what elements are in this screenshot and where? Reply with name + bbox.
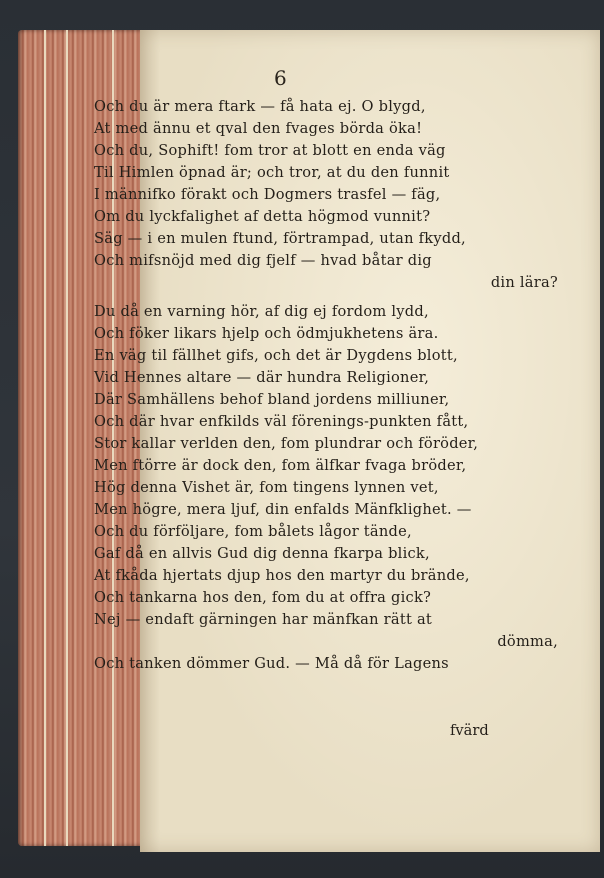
poem-line: Til Himlen öpnad är; och tror, at du den funnit	[94, 164, 450, 181]
poem-line: At med ännu et qval den fvages börda öka!	[94, 120, 423, 137]
page-number: 6	[274, 66, 287, 90]
poem-line: Och där hvar enfkilds väl förenings-punkten fått,	[94, 413, 469, 430]
poem-line: Men högre, mera ljuf, din enfalds Mänfklighet. —	[94, 501, 472, 518]
poem-line: Säg — i en mulen ftund, förtrampad, utan fkydd,	[94, 230, 466, 247]
poem-text	[94, 96, 594, 675]
poem-line: din lära?	[490, 274, 558, 291]
poem-line: At fkåda hjertats djup hos den martyr du brände,	[94, 567, 470, 584]
poem-line: Stor kallar verlden den, fom plundrar och föröder,	[94, 435, 479, 452]
poem-line: Gaf då en allvis Gud dig denna fkarpa blick,	[94, 545, 430, 562]
page-edge-highlight	[44, 30, 46, 846]
poem-line: Och du, Sophift! fom tror at blott en enda väg	[94, 142, 446, 159]
poem-line: Och tanken dömmer Gud. — Må då för Lagens	[94, 655, 449, 672]
poem-line: Hög denna Vishet är, fom tingens lynnen vet,	[94, 479, 439, 496]
poem-line: Och föker likars hjelp och ödmjukhetens ära.	[94, 325, 439, 342]
poem-line: Och du är mera ftark — få hata ej. O blygd,	[94, 98, 426, 115]
poem-line: dömma,	[497, 633, 558, 650]
poem-line: Nej — endaft gärningen har mänfkan rätt at	[94, 611, 433, 628]
poem-line: Vid Hennes altare — där hundra Religioner,	[94, 369, 430, 386]
poem-line: En väg til fällhet gifs, och det är Dygdens blott,	[94, 347, 458, 364]
poem-line: Och tankarna hos den, fom du at offra gick?	[94, 589, 432, 606]
poem-line: Men ftörre är dock den, fom älfkar fvaga bröder,	[94, 457, 467, 474]
page-edge-highlight	[66, 30, 68, 846]
poem-line: Där Samhällens behof bland jordens milliuner,	[94, 391, 450, 408]
poem-line: Om du lyckfalighet af detta högmod vunnit?	[94, 208, 431, 225]
catchword: fvärd	[450, 722, 489, 739]
poem-line: Och mifsnöjd med dig fjelf — hvad båtar dig	[94, 252, 432, 269]
poem-line: Du då en varning hör, af dig ej fordom lydd,	[94, 303, 429, 320]
poem-line: I männifko förakt och Dogmers trasfel — fäg,	[94, 186, 441, 203]
poem-line: Och du förföljare, fom bålets lågor tände,	[94, 523, 412, 540]
